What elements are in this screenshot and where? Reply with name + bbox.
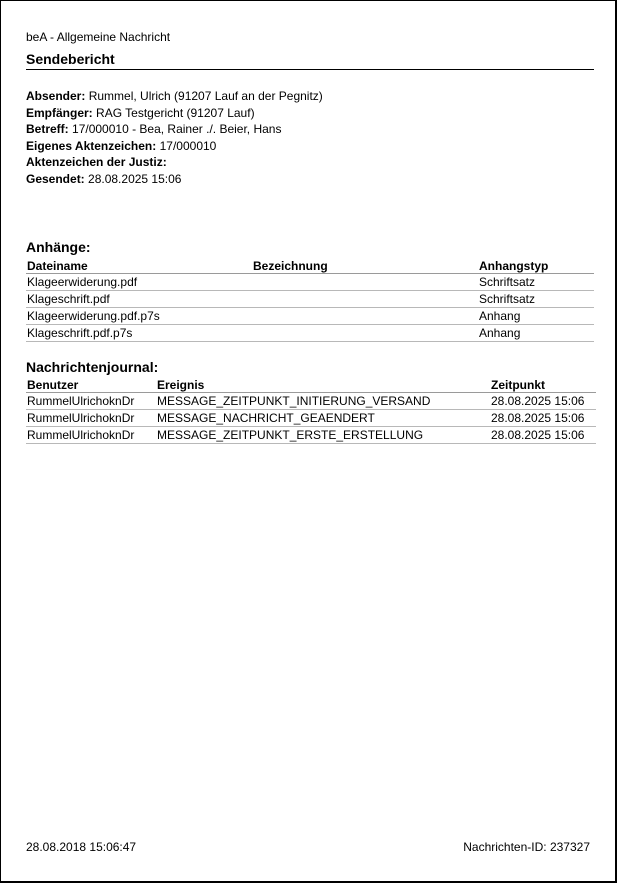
journal-event: MESSAGE_NACHRICHT_GEAENDERT [156,410,490,427]
attachment-type: Schriftsatz [478,291,594,308]
journal-table [26,377,596,444]
column-header-attachment-type: Anhangstyp [478,258,594,274]
meta-label: Absender: [26,89,86,103]
meta-label: Eigenes Aktenzeichen: [26,138,157,153]
attachment-description [252,274,478,291]
table-row [26,410,596,427]
meta-value: 28.08.2025 15:06 [88,171,182,186]
attachment-description [252,291,478,308]
meta-court-file-number [26,154,323,171]
meta-value: Rummel, Ulrich (91207 Lauf an der Pegnitz) [88,89,323,103]
table-row [26,427,596,444]
table-header-row [26,258,594,274]
attachments-table [26,258,594,342]
message-metadata [26,88,323,187]
attachment-description [252,308,478,325]
footer-message-id: Nachrichten-ID: 237327 [463,840,590,854]
meta-label: Aktenzeichen der Justiz: [26,155,167,169]
journal-event: MESSAGE_ZEITPUNKT_ERSTE_ERSTELLUNG [156,427,490,444]
column-header-event: Ereignis [156,377,490,393]
table-header-row [26,377,596,393]
attachment-type: Anhang [478,325,594,342]
journal-timestamp: 28.08.2025 15:06 [490,393,596,410]
table-row [26,308,594,325]
meta-value: 17/000010 [159,138,217,153]
table-row [26,393,596,410]
journal-event: MESSAGE_ZEITPUNKT_INITIERUNG_VERSAND [156,393,490,410]
attachment-filename: Klageschrift.pdf [26,291,252,308]
journal-timestamp: 28.08.2025 15:06 [490,410,596,427]
footer-timestamp: 28.08.2018 15:06:47 [26,840,137,854]
attachment-type: Anhang [478,308,594,325]
meta-sent-date [26,171,323,188]
attachment-filename: Klageerwiderung.pdf.p7s [26,308,252,325]
attachment-filename: Klageerwiderung.pdf [26,274,252,291]
table-row [26,274,594,291]
meta-subject [26,121,323,138]
attachments-heading: Anhänge: [26,239,91,255]
journal-user: RummelUlrichoknDr [26,393,156,410]
attachment-filename: Klageschrift.pdf.p7s [26,325,252,342]
attachment-description [252,325,478,342]
title-divider [26,69,594,70]
app-title: beA - Allgemeine Nachricht [26,30,171,44]
attachment-type: Schriftsatz [478,274,594,291]
journal-heading: Nachrichtenjournal: [26,359,159,375]
meta-label: Gesendet: [26,171,85,186]
meta-recipient [26,105,323,122]
meta-label: Empfänger: [26,105,93,120]
meta-value: 17/000010 - Bea, Rainer ./. Beier, Hans [72,122,282,136]
meta-label: Betreff: [26,122,69,136]
column-header-user: Benutzer [26,377,156,393]
meta-sender [26,88,323,105]
journal-user: RummelUlrichoknDr [26,427,156,444]
journal-user: RummelUlrichoknDr [26,410,156,427]
column-header-timestamp: Zeitpunkt [490,377,596,393]
column-header-filename: Dateiname [26,258,252,274]
meta-value: RAG Testgericht (91207 Lauf) [96,105,255,120]
journal-timestamp: 28.08.2025 15:06 [490,427,596,444]
report-title: Sendebericht [26,51,115,67]
column-header-description: Bezeichnung [252,258,478,274]
table-row [26,325,594,342]
meta-own-file-number [26,138,323,155]
table-row [26,291,594,308]
